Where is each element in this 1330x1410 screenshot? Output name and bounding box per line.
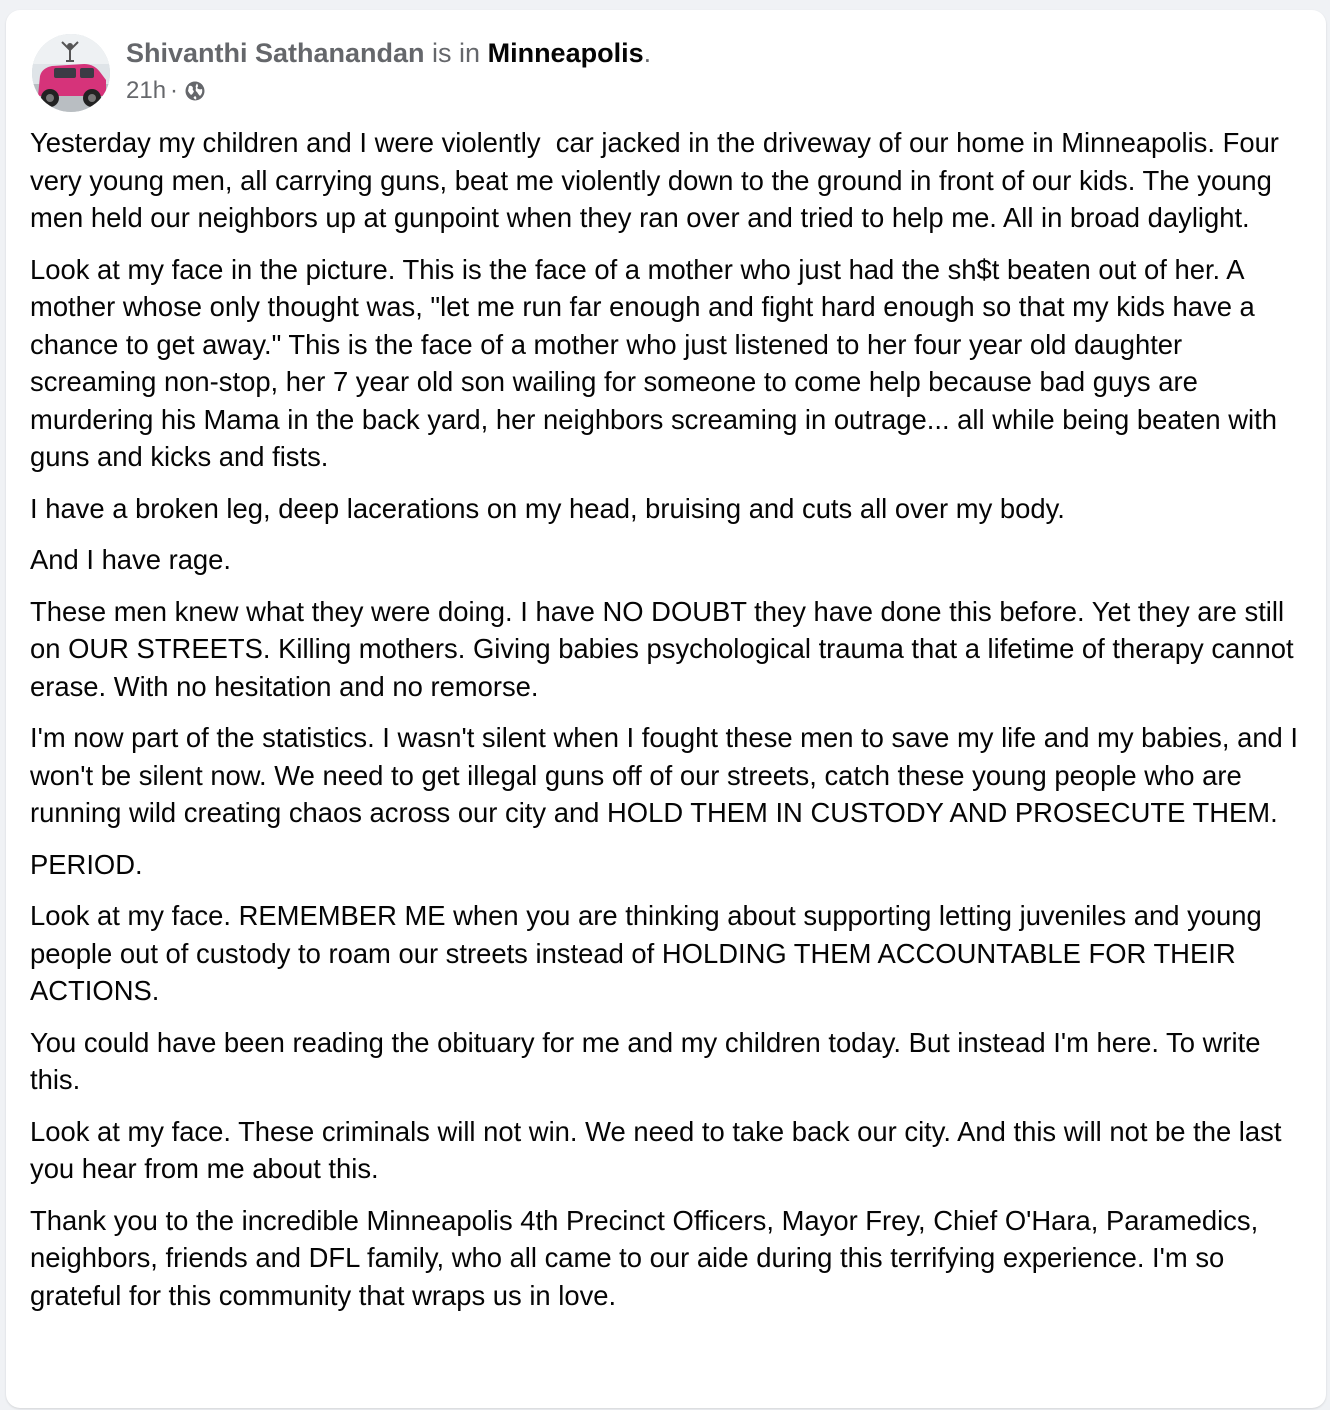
- post-paragraph: Yesterday my children and I were violently car jacked in the driveway of our home in Minneapolis. Four very young men, all carrying guns, beat me violently down to the ground in front of our kids. The young men held our neighbors up at gunpoint when they ran over and tried to help me. All in broad daylight.: [30, 127, 1287, 233]
- author-name[interactable]: Shivanthi Sathanandan: [126, 38, 425, 68]
- post-header: [32, 34, 651, 114]
- post-paragraph: Look at my face. These criminals will not win. We need to take back our city. And this will not be the last you hear from me about this.: [30, 1115, 1290, 1184]
- post-paragraph: Look at my face in the picture. This is the face of a mother who just had the sh$t beaten out of her. A mother whose only thought was, "let me run far enough and fight hard enough so that my kids have a chance to get away." This is the face of a mother who just listened to her four year old daughter screaming non-stop, her 7 year old son wailing for someone to come help because bad guys are murdering his Mama in the back yard, her neighbors screaming in outrage... all while being beaten with guns and kicks and fists.: [30, 253, 1285, 472]
- location-link[interactable]: Minneapolis: [487, 38, 644, 68]
- post-paragraph: You could have been reading the obituary for me and my children today. But instead I'm here. To write this.: [30, 1026, 1269, 1095]
- post-paragraph: Thank you to the incredible Minneapolis 4th Precinct Officers, Mayor Frey, Chief O'Hara, Paramedics, neighbors, friends and DFL family, who all came to our aide during this terrifying experience. I'm so grateful for this community that wraps us in love.: [30, 1204, 1266, 1311]
- post-paragraph: Look at my face. REMEMBER ME when you are thinking about supporting letting juveniles and young people out of custody to roam our streets instead of HOLDING THEM ACCOUNTABLE FOR THEIR ACTIONS.: [30, 900, 1270, 1006]
- location-period: .: [643, 38, 652, 68]
- avatar[interactable]: [32, 34, 110, 112]
- post-card: [6, 10, 1326, 1408]
- post-paragraph: I have a broken leg, deep lacerations on my head, bruising and cuts all over my body.: [30, 492, 1065, 524]
- author-line: [126, 36, 651, 70]
- avatar-image: [32, 34, 110, 112]
- post-paragraph: These men knew what they were doing. I have NO DOUBT they have done this before. Yet they are still on OUR STREETS. Killing mothers. Giving babies psychological trauma that a lifetime of therapy cannot erase. With no hesitation and no remorse.: [30, 595, 1302, 702]
- post-paragraph: And I have rage.: [30, 544, 232, 575]
- timestamp[interactable]: 21h: [126, 77, 167, 104]
- globe-icon[interactable]: [184, 80, 206, 102]
- dot-separator: ·: [170, 77, 179, 104]
- post-meta: [126, 34, 651, 106]
- post-time-line: [126, 76, 651, 106]
- post-paragraph: I'm now part of the statistics. I wasn't silent when I fought these men to save my life and my babies, and I won't be silent now. We need to get illegal guns off of our streets, catch these young people who are running wild creating chaos across our city and HOLD THEM IN CUSTODY AND PROSECUTE THEM.: [30, 722, 1306, 828]
- post-paragraph: PERIOD.: [30, 848, 143, 880]
- location-connector: is in: [424, 38, 488, 68]
- post-body: [30, 124, 1315, 1328]
